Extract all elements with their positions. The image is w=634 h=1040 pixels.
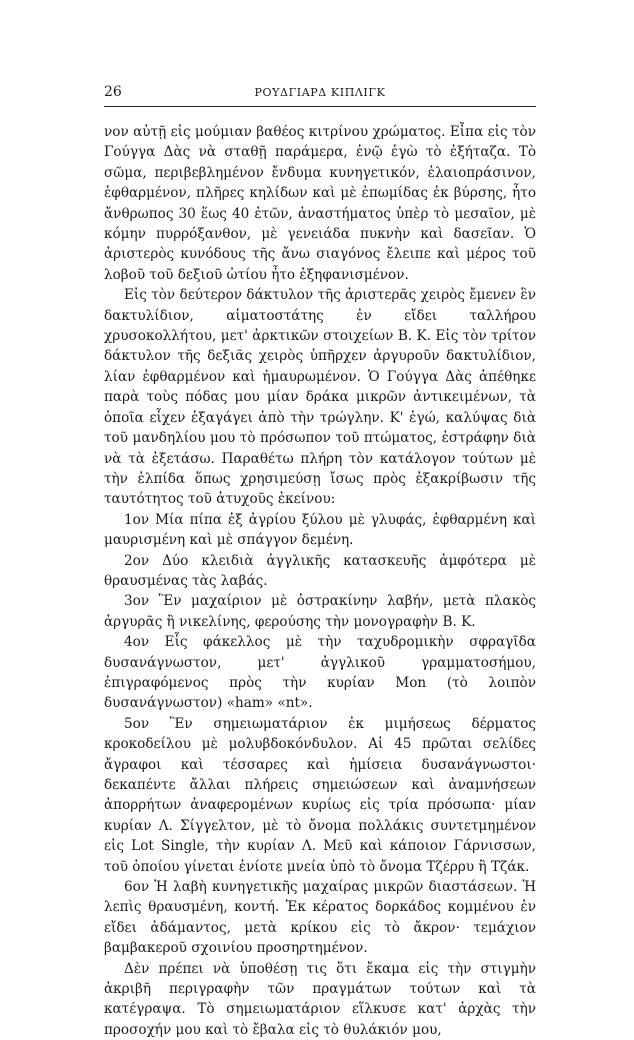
- paragraph-continuation: νον αὐτῇ εἰς μούμιαν βαθέος κιτρίνου χρώματος. Εἶπα εἰς τὸν Γούγγα Δὰς νὰ σταθῇ παράμερα, ἐνῷ ἐγὼ τὸ ἐξήταζα. Τὸ σῶμα, περιβεβλημένον ἔνδυμα κυνηγετικόν, ἐλαιοπράσινον, ἐφθαρμένον, πλῆρες κηλίδων καὶ μὲ ἐπωμίδας ἐκ βύρσης, ἦτο ἄνθρωπος 30 ἕως 40 ἐτῶν, ἀναστήματος ὑπὲρ τὸ μεσαῖον, μὲ κόμην πυρρόξανθον, μὲ γενειάδα πυκνὴν καὶ δασεῖαν. Ὁ ἀριστερὸς κυνόδους τῆς ἄνω σιαγόνος ἔλειπε καὶ μέρος τοῦ λοβοῦ τοῦ δεξιοῦ ὠτίου ἦτο ἐξηφανισμένον.: [104, 124, 536, 283]
- list-item-knife-handle: 6ον Ἡ λαβὴ κυνηγετικῆς μαχαίρας μικρῶν διαστάσεων. Ἡ λεπὶς θραυσμένη, κοντή. Ἐκ κέρατος δορκάδος κομμένου ἐν εἴδει ἀδάμαντος, μετὰ κρίκου εἰς τὸ ἄκρον· τεμάχιον βαμβακεροῦ σχοινίου προσηρτημένον.: [104, 879, 536, 957]
- page-number: 26: [104, 84, 122, 100]
- list-item-keys: 2ον Δύο κλειδιὰ ἀγγλικῆς κατασκευῆς ἀμφότερα μὲ θραυσμένας τὰς λαβάς.: [104, 552, 536, 589]
- list-item-notebook: 5ον Ἓν σημειωματάριον ἐκ μιμήσεως δέρματος κροκοδείλου μὲ μολυβδοκόνδυλον. Αἱ 45 πρῶται σελίδες ἄγραφοι καὶ τέσσαρες καὶ ἡμίσεια δυσανάγνωστοι· δεκαπέντε ἄλλαι πλήρεις σημειώσεων καὶ ἀναμνήσεων ἀπορρήτων ἀναφερομένων κυρίως εἰς τρία πρόσωπα· μίαν κυρίαν Λ. Σίγγελτον, μὲ τὸ ὄνομα πολλάκις συντετμημένον εἰς Lot Single, τὴν κυρίαν Λ. Μεῦ καὶ κάποιον Γάρνισσων, τοῦ ὁποίου γίνεται ἐνίοτε μνεία ὑπὸ τὸ ὄνομα Τζέρρυ ἢ Τζάκ.: [104, 715, 536, 875]
- paragraph-closing: Δὲν πρέπει νὰ ὑποθέσῃ τις ὅτι ἔκαμα εἰς τὴν στιγμὴν ἀκριβῆ περιγραφὴν τῶν πραγμάτων τούτων καὶ τὰ κατέγραψα. Τὸ σημειωματάριον εἵλκυσε κατ' ἀρχὰς τὴν προσοχήν μου καὶ τὸ ἔβαλα εἰς τὸ θυλάκιόν μου,: [104, 960, 536, 1038]
- list-item-knife: 3ον Ἓν μαχαίριον μὲ ὀστρακίνην λαβήν, μετὰ πλακὸς ἀργυρᾶς ἢ νικελίνης, φερούσης τὴν μονογραφὴν Β. Κ.: [104, 593, 536, 630]
- list-item-envelope: 4ον Εἷς φάκελλος μὲ τὴν ταχυδρομικὴν σφραγῖδα δυσανάγνωστον, μετ' ἀγγλικοῦ γραμματοσήμου, ἐπιγραφόμενος πρὸς τὴν κυρίαν Mon (τὸ λοιπὸν δυσανάγνωστον) «ham» «nt».: [104, 634, 536, 712]
- page-header: [104, 84, 536, 107]
- body-text: [104, 122, 536, 1040]
- list-item-pipe: 1ον Μία πίπα ἐξ ἀγρίου ξύλου μὲ γλυφάς, ἐφθαρμένη καὶ μαυρισμένη καὶ μὲ σπάγγον δεμένη.: [104, 511, 536, 549]
- running-title: ΡΟΥΔΓΙΑΡΔ ΚΙΠΛΙΓΚ: [254, 86, 386, 99]
- paragraph-ring-description: Εἰς τὸν δεύτερον δάκτυλον τῆς ἀριστερᾶς χειρὸς ἔμενεν ἓν δακτυλίδιον, αἱματοστάτης ἐν εἴδει ταλλήρου χρυσοκολλήτου, μετ' ἀρκτικῶν στοιχείων Β. Κ. Εἰς τὸν τρίτον δάκτυλον τῆς δεξιᾶς χειρὸς ὑπῆρχεν ἀργυροῦν δακτυλίδιον, λίαν ἐφθαρμένον καὶ ἠμαυρωμένον. Ὁ Γούγγα Δὰς ἀπέθηκε παρὰ τοὺς πόδας μου μίαν δράκα μικρῶν ἀντικειμένων, τὰ ὁποῖα εἶχεν ἐξαγάγει ἀπὸ τὴν τρώγλην. Κ' ἐγώ, καλύψας διὰ τοῦ μανδηλίου μου τὸ πρόσωπον τοῦ πτώματος, ἐστράφην διὰ νὰ τὰ ἐξετάσω. Παραθέτω πλήρη τὸν κατάλογον τούτων μὲ τὴν ἐλπίδα ὅπως χρησιμεύσῃ ἴσως πρὸς ἐξακρίβωσιν τῆς ταυτότητος τοῦ ἀτυχοῦς ἐκείνου:: [104, 287, 536, 508]
